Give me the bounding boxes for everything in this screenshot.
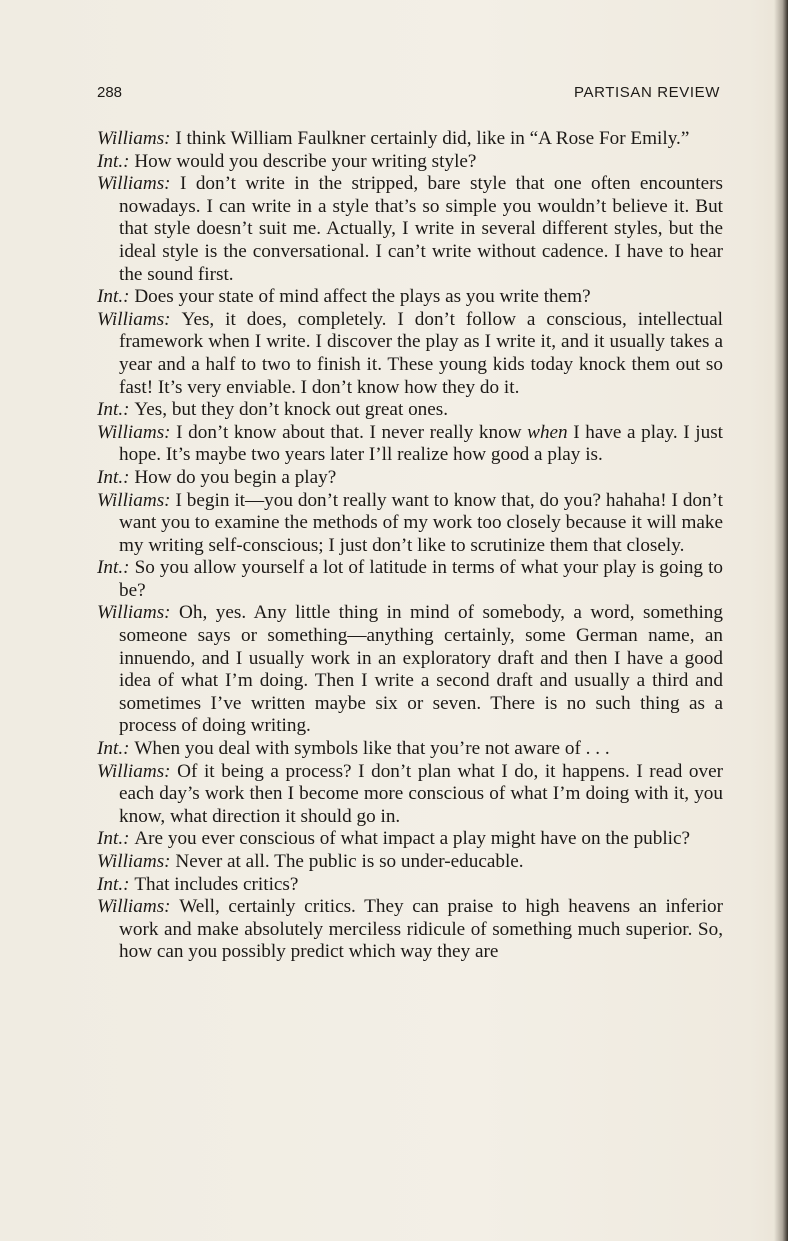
exchange-text: Yes, it does, completely. I don’t follow a conscious, intellectual framework when I write. I discover the play as I write it, and it usually takes a year and a half to two to finish it. These young kids today knock them out so fast! It’s very enviable. I don’t know how they do it. [119, 308, 724, 398]
exchange-text: Well, certainly critics. They can praise to high heavens an inferior work and make absolutely merciless ridicule of something much superior. So, how can you possibly predict which way they are [119, 896, 724, 963]
exchange-text: So you allow yourself a lot of latitude in terms of what your play is going to be? [119, 557, 723, 601]
speaker-label: Int.: [97, 286, 130, 308]
exchange [97, 738, 723, 761]
exchange-text: When you deal with symbols like that you’re not aware of . . . [134, 738, 610, 760]
exchange-text: Yes, but they don’t knock out great ones. [134, 399, 449, 421]
exchange [97, 761, 723, 829]
exchange [97, 851, 723, 874]
exchange [97, 874, 723, 897]
exchange [97, 828, 723, 851]
exchange-text: Oh, yes. Any little thing in mind of somebody, a word, something someone says or something—anything certainly, some German name, an innuendo, and I usually work in an exploratory draft and then I have a good idea of what I’m doing. Then I write a second draft and usually a third and sometimes I’ve written maybe six or seven. There is no such thing as a process of doing writing. [119, 602, 723, 737]
speaker-label: Int.: [97, 873, 130, 895]
exchange-text: I have a play. I just hope. It’s maybe two years later I’ll realize how good a play is. [119, 421, 724, 466]
exchange-text: How do you begin a play? [134, 466, 337, 488]
exchange [97, 151, 723, 174]
exchange [97, 399, 723, 422]
speaker-label: Int.: [97, 466, 130, 488]
exchange-text: How would you describe your writing style? [134, 150, 477, 172]
speaker-label: Williams: [97, 421, 171, 443]
speaker-label: Int.: [97, 150, 130, 172]
speaker-label: Williams: [97, 308, 171, 330]
speaker-label: Williams: [97, 489, 171, 511]
page-binding-edge [774, 0, 788, 1241]
exchange [97, 467, 723, 490]
speaker-label: Williams: [97, 851, 171, 872]
exchange-text: I don’t write in the stripped, bare style that one often encounters nowadays. I can write in a style that’s so simple you wouldn’t believe it. But that style doesn’t suit me. Actually, I write in several different styles, but the ideal style is the conversational. I can’t write without cadence. I have to hear the sound first. [119, 173, 723, 285]
exchange-text: Are you ever conscious of what impact a play might have on the public? [134, 828, 691, 850]
exchange-text: I think William Faulkner certainly did, like in “A Rose For Emily.” [175, 128, 690, 149]
running-head: PARTISAN REVIEW [574, 84, 720, 101]
exchange [97, 557, 723, 602]
exchange [97, 286, 723, 309]
exchange-text: Never at all. The public is so under-educable. [175, 851, 524, 872]
exchange [97, 173, 723, 286]
speaker-label: Int.: [97, 828, 130, 850]
page-number: 288 [97, 84, 123, 101]
speaker-label: Williams: [97, 128, 171, 149]
exchange-text: That includes critics? [134, 873, 299, 895]
speaker-label: Int.: [97, 399, 130, 421]
exchange [97, 896, 723, 964]
interview-text [97, 128, 723, 964]
page-header [97, 84, 720, 108]
exchange-text: I begin it—you don’t really want to know that, do you? hahaha! I don’t want you to examine the methods of my work too closely because it will make my writing self-conscious; I just don’t like to scrutinize them that closely. [119, 489, 723, 556]
speaker-label: Int.: [97, 557, 130, 579]
exchange [97, 128, 723, 151]
speaker-label: Williams: [97, 602, 171, 624]
exchange-text: Does your state of mind affect the plays as you write them? [134, 286, 591, 308]
exchange [97, 309, 723, 399]
exchange [97, 490, 723, 558]
speaker-label: Williams: [97, 896, 171, 918]
speaker-label: Williams: [97, 173, 171, 195]
emphasized-word: when [527, 421, 568, 443]
exchange-text: Of it being a process? I don’t plan what I do, it happens. I read over each day’s work then I become more conscious of what I’m doing with it, you know, what direction it should go in. [119, 760, 723, 827]
speaker-label: Williams: [97, 760, 171, 782]
exchange-text: I don’t know about that. I never really know [176, 421, 522, 443]
exchange [97, 422, 723, 467]
speaker-label: Int.: [97, 738, 130, 760]
exchange [97, 602, 723, 738]
